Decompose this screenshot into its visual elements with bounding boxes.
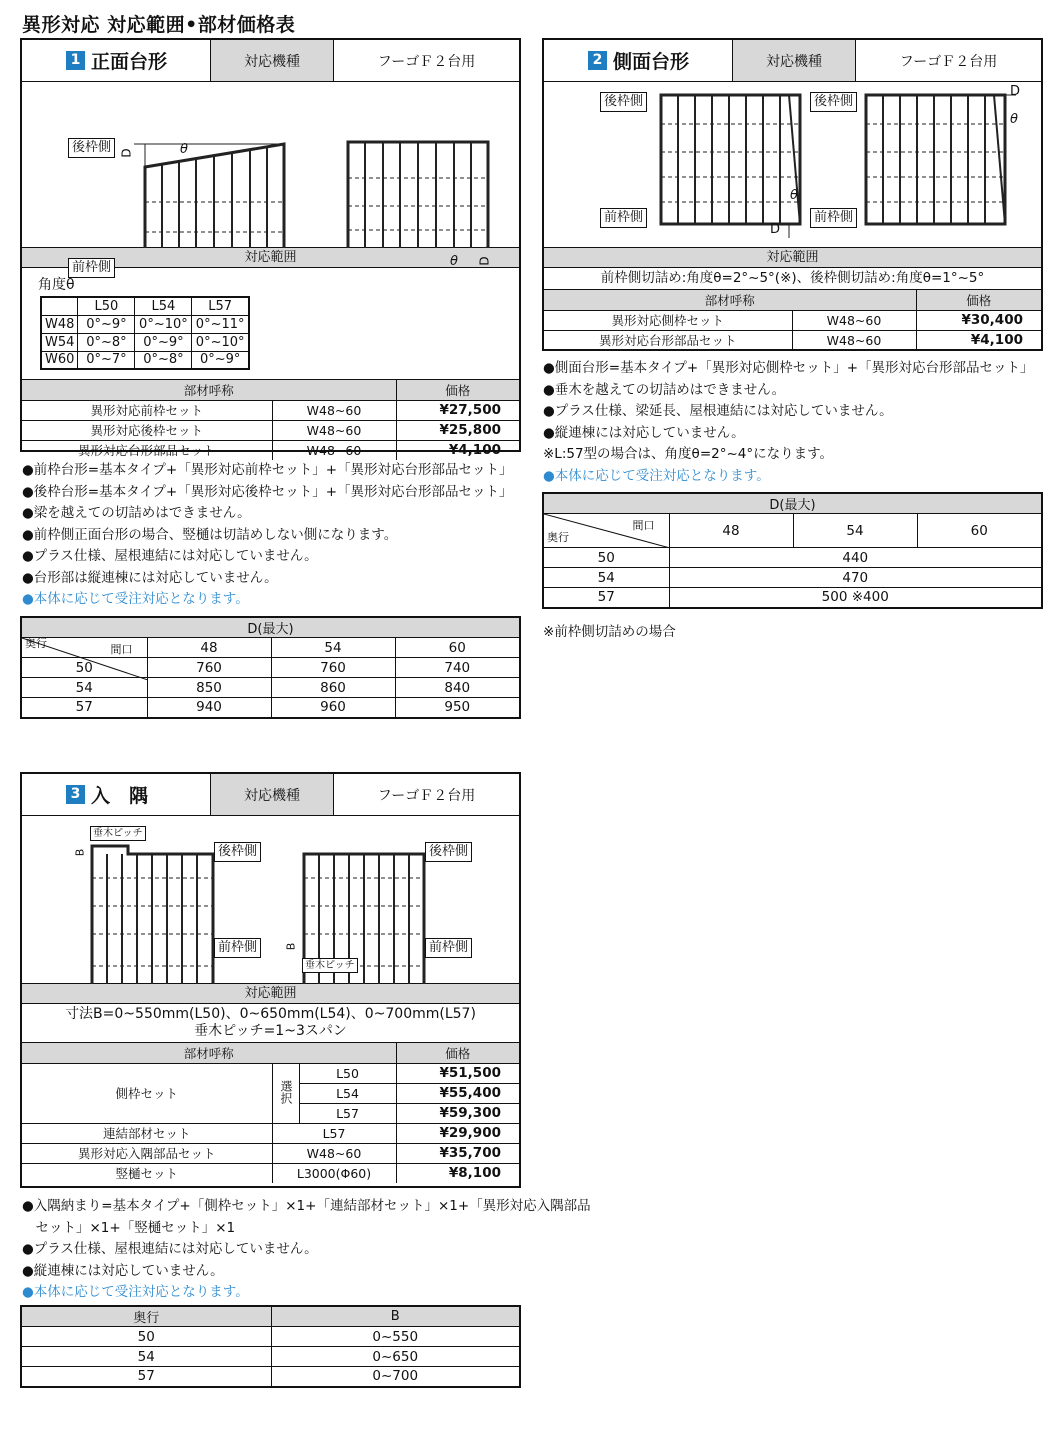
d-label-right: D xyxy=(477,256,492,266)
select-label: 選択 xyxy=(272,1063,299,1123)
theta-label-right: θ xyxy=(1010,112,1018,127)
note: ●プラス仕様、梁延長、屋根連結には対応していません。 xyxy=(543,403,893,419)
page-title: 異形対応 対応範囲•部材価格表 xyxy=(22,14,296,36)
note: ●縦連棟には対応していません。 xyxy=(543,424,745,441)
note: ●台形部は縦連棟には対応していません。 xyxy=(22,569,278,586)
angle-table xyxy=(40,296,250,370)
table-row: 異形対応前枠セット W48~60 ¥27,500 xyxy=(22,400,519,420)
rear-label: 後枠側 xyxy=(68,138,115,158)
angle-col: L54 xyxy=(135,297,192,315)
front-label-right: 前枠側 xyxy=(425,938,472,958)
angle-cell: 0°~11° xyxy=(192,315,249,333)
angle-row-head: W48 xyxy=(41,315,78,333)
model-label: 対応機種 xyxy=(210,40,334,81)
note-blue: ●本体に応じて受注対応となります。 xyxy=(22,591,249,607)
section-title-text: 側面台形 xyxy=(613,51,690,73)
angle-cell: 0°~10° xyxy=(135,315,192,333)
section-title-text: 正面台形 xyxy=(91,51,168,73)
table-row: 側枠セット 選択 L50 ¥51,500 xyxy=(22,1063,519,1083)
s3-notes xyxy=(22,1196,591,1304)
angle-row-head: W60 xyxy=(41,351,78,369)
b-label: B xyxy=(73,848,87,857)
section-number: 1 xyxy=(66,51,85,70)
note: ●後枠台形=基本タイプ+「異形対応後枠セット」+「異形対応台形部品セット」 xyxy=(22,483,513,500)
rear-label-right: 後枠側 xyxy=(425,842,472,862)
diag-cell: 間口 奥行 xyxy=(21,638,147,658)
angle-col: L50 xyxy=(78,297,135,315)
note: ●前枠台形=基本タイプ+「異形対応前枠セット」+「異形対応台形部品セット」 xyxy=(22,462,513,478)
note: ●垂木を越えての切詰めはできません。 xyxy=(543,381,786,398)
range-line: 垂木ピッチ=1~3スパン xyxy=(194,1023,347,1039)
table-row: 異形対応台形部品セット W48~60 ¥4,100 xyxy=(544,330,1041,350)
price-header: 価格 xyxy=(396,380,519,400)
table-row: 竪樋セット L3000(Φ60) ¥8,100 xyxy=(22,1163,519,1183)
section-title-text: 入 隅 xyxy=(91,785,149,807)
section-side-trapezoid xyxy=(542,38,1043,351)
section-inner-corner xyxy=(20,772,521,1188)
angle-col: L57 xyxy=(192,297,249,315)
table-row: L54 ¥55,400 xyxy=(22,1083,519,1103)
table-row: L57 ¥59,300 xyxy=(22,1103,519,1123)
theta-label: θ xyxy=(790,188,798,203)
pitch-label-right: 垂木ピッチ xyxy=(302,958,358,973)
angle-cell: 0°~9° xyxy=(78,315,135,333)
model-label: 対応機種 xyxy=(210,774,334,815)
price-header: 価格 xyxy=(396,1043,519,1063)
s1-notes xyxy=(22,460,513,611)
note: ●縦連棟には対応していません。 xyxy=(22,1262,224,1279)
table-row: 57 940 960 950 xyxy=(21,698,520,718)
theta-label: θ xyxy=(180,142,188,157)
front-label: 前枠側 xyxy=(600,208,647,228)
table-row: 54 0~650 xyxy=(21,1347,520,1367)
section-number: 3 xyxy=(66,785,85,804)
note: ●プラス仕様、屋根連結には対応していません。 xyxy=(22,1241,318,1257)
table-row: 連結部材セット L57 ¥29,900 xyxy=(22,1123,519,1143)
table-row: 異形対応後枠セット W48~60 ¥25,800 xyxy=(22,420,519,440)
parts-price-table xyxy=(22,380,519,460)
side-trapezoid-diagram xyxy=(544,82,1041,248)
angle-cell: 0°~8° xyxy=(135,351,192,369)
front-label: 前枠側 xyxy=(214,938,261,958)
note-blue: ●本体に応じて受注対応となります。 xyxy=(22,1284,249,1300)
angle-cell: 0°~10° xyxy=(192,333,249,351)
parts-header: 部材呼称 xyxy=(22,1043,396,1063)
rear-label: 後枠側 xyxy=(600,92,647,112)
range-header: 対応範囲 xyxy=(22,248,519,268)
price-header: 価格 xyxy=(916,290,1041,310)
s1-d-table: D(最大) 間口 奥行 48 54 60 50 760 760 740 54 850 860 840 57 940 960 950 xyxy=(20,616,521,719)
note: セット」×1+「竪樋セット」×1 xyxy=(22,1219,236,1236)
section-title xyxy=(22,774,210,815)
model-value: フーゴＦ２台用 xyxy=(377,53,476,70)
range-line: 寸法B=0~550mm(L50)、0~650mm(L54)、0~700mm(L57) xyxy=(65,1006,476,1022)
table-row: 57 500 ※400 xyxy=(543,588,1042,608)
rear-label-right: 後枠側 xyxy=(810,92,857,112)
dmax-header: D(最大) xyxy=(543,493,1042,514)
note: ●プラス仕様、屋根連結には対応していません。 xyxy=(22,548,318,564)
angle-cell: 0°~7° xyxy=(78,351,135,369)
rear-label: 後枠側 xyxy=(214,842,261,862)
section-front-trapezoid xyxy=(20,38,521,459)
angle-row-head: W54 xyxy=(41,333,78,351)
range-text: 前枠側切詰め:角度θ=2°~5°(※)、後枠側切詰め:角度θ=1°~5° xyxy=(544,268,1041,290)
d-label: D xyxy=(119,148,134,158)
model-value: フーゴＦ２台用 xyxy=(377,787,476,804)
s3-b-table: 奥行 B 50 0~550 54 0~650 57 0~700 xyxy=(20,1305,521,1388)
angle-cell: 0°~9° xyxy=(192,351,249,369)
carport-drawing xyxy=(22,82,519,248)
angle-cell: 0°~9° xyxy=(135,333,192,351)
angle-block xyxy=(22,268,519,380)
section-number: 2 xyxy=(588,51,607,70)
note: ●入隅納まり=基本タイプ+「側枠セット」×1+「連結部材セット」×1+「異形対応入隅部品 xyxy=(22,1198,591,1214)
table-row: 異形対応側枠セット W48~60 ¥30,400 xyxy=(544,310,1041,330)
section-title xyxy=(544,40,732,81)
diag-cell: 間口 奥行 xyxy=(543,514,669,548)
table-row: 50 440 xyxy=(543,548,1042,568)
range-header: 対応範囲 xyxy=(544,248,1041,268)
front-label-right: 前枠側 xyxy=(810,208,857,228)
inner-corner-diagram xyxy=(22,816,519,984)
parts-price-table xyxy=(544,290,1041,350)
front-label: 前枠側 xyxy=(68,258,115,278)
section-title xyxy=(22,40,210,81)
pitch-label: 垂木ピッチ xyxy=(90,826,146,841)
table-row: 50 0~550 xyxy=(21,1327,520,1347)
b-label-right: B xyxy=(284,942,298,951)
theta-label-right: θ xyxy=(450,254,458,269)
parts-header: 部材呼称 xyxy=(544,290,916,310)
table-row: 54 470 xyxy=(543,568,1042,588)
angle-title: 角度θ xyxy=(38,277,75,293)
note-blue: ●本体に応じて受注対応となります。 xyxy=(543,467,770,484)
note: ●梁を越えての切詰めはできません。 xyxy=(22,505,251,521)
parts-header: 部材呼称 xyxy=(22,380,396,400)
angle-cell: 0°~8° xyxy=(78,333,135,351)
table-row: 異形対応入隅部品セット W48~60 ¥35,700 xyxy=(22,1143,519,1163)
table-row: 54 850 860 840 xyxy=(21,678,520,698)
s2-footnote: ※前枠側切詰めの場合 xyxy=(543,624,676,640)
note: ●側面台形=基本タイプ+「異形対応側枠セット」+「異形対応台形部品セット」 xyxy=(543,360,1034,376)
model-value: フーゴＦ２台用 xyxy=(899,53,998,70)
d-label: D xyxy=(770,222,781,237)
d-label-right: D xyxy=(1010,84,1021,99)
range-header: 対応範囲 xyxy=(22,984,519,1004)
dmax-header: D(最大) xyxy=(21,617,520,638)
table-row: 異形対応台形部品セット W48~60 ¥4,100 xyxy=(22,440,519,460)
table-row: 57 0~700 xyxy=(21,1367,520,1387)
range-text xyxy=(22,1004,519,1043)
note: ※L:57型の場合は、角度θ=2°~4°になります。 xyxy=(543,446,834,462)
parts-price-table xyxy=(22,1043,519,1183)
model-label: 対応機種 xyxy=(732,40,856,81)
table-row: 50 760 760 740 xyxy=(21,658,520,678)
note: ●前枠側正面台形の場合、竪樋は切詰めしない側になります。 xyxy=(22,526,398,543)
s2-d-table: D(最大) 間口 奥行 48 54 60 50 440 54 470 57 500 ※400 xyxy=(542,492,1043,609)
s2-notes xyxy=(543,358,1034,487)
